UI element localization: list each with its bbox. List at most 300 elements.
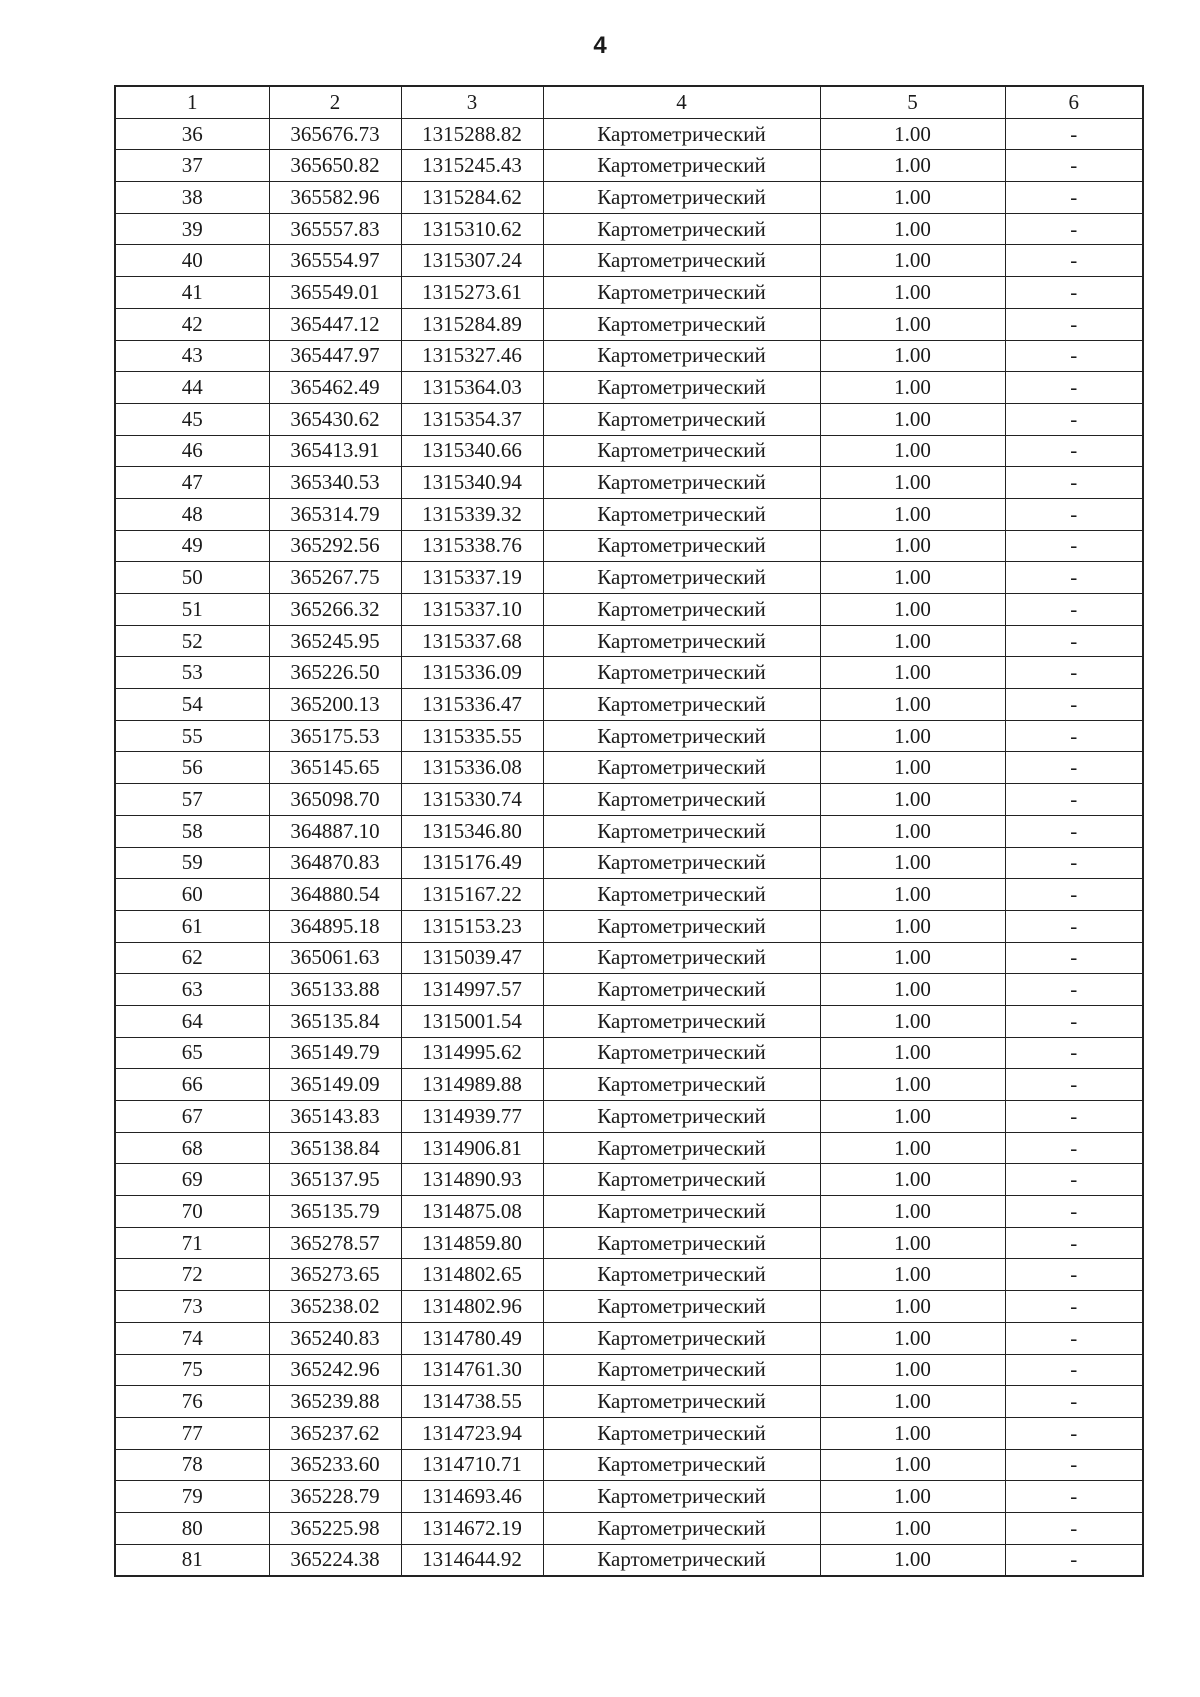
table-row [115,182,1143,214]
table-row [115,308,1143,340]
point-number-cell: 46 [115,435,269,467]
accuracy-cell: 1.00 [820,1101,1005,1133]
accuracy-cell: 1.00 [820,594,1005,626]
point-number-cell: 65 [115,1037,269,1069]
method-cell: Картометрический [543,530,820,562]
method-cell: Картометрический [543,1354,820,1386]
y-coordinate-cell: 1315001.54 [401,1005,543,1037]
point-number-cell: 60 [115,879,269,911]
method-cell: Картометрический [543,1259,820,1291]
point-number-cell: 64 [115,1005,269,1037]
method-cell: Картометрический [543,847,820,879]
column-header: 6 [1005,86,1143,118]
table-row [115,1544,1143,1576]
accuracy-cell: 1.00 [820,340,1005,372]
point-number-cell: 57 [115,784,269,816]
description-cell: - [1005,1481,1143,1513]
x-coordinate-cell: 365226.50 [269,657,401,689]
description-cell: - [1005,784,1143,816]
description-cell: - [1005,1386,1143,1418]
description-cell: - [1005,815,1143,847]
description-cell: - [1005,879,1143,911]
table-row [115,1196,1143,1228]
method-cell: Картометрический [543,182,820,214]
table-row [115,752,1143,784]
y-coordinate-cell: 1314906.81 [401,1132,543,1164]
point-number-cell: 36 [115,118,269,150]
description-cell: - [1005,150,1143,182]
method-cell: Картометрический [543,1101,820,1133]
accuracy-cell: 1.00 [820,1291,1005,1323]
x-coordinate-cell: 365582.96 [269,182,401,214]
y-coordinate-cell: 1315337.10 [401,594,543,626]
table-row [115,910,1143,942]
point-number-cell: 70 [115,1196,269,1228]
accuracy-cell: 1.00 [820,530,1005,562]
point-number-cell: 62 [115,942,269,974]
description-cell: - [1005,625,1143,657]
column-header: 3 [401,86,543,118]
point-number-cell: 58 [115,815,269,847]
description-cell: - [1005,1069,1143,1101]
table-row [115,277,1143,309]
method-cell: Картометрический [543,340,820,372]
description-cell: - [1005,277,1143,309]
y-coordinate-cell: 1314738.55 [401,1386,543,1418]
table-row [115,118,1143,150]
accuracy-cell: 1.00 [820,277,1005,309]
method-cell: Картометрический [543,1291,820,1323]
table-row [115,1164,1143,1196]
method-cell: Картометрический [543,403,820,435]
x-coordinate-cell: 365149.09 [269,1069,401,1101]
point-number-cell: 59 [115,847,269,879]
y-coordinate-cell: 1315346.80 [401,815,543,847]
method-cell: Картометрический [543,1417,820,1449]
y-coordinate-cell: 1314989.88 [401,1069,543,1101]
accuracy-cell: 1.00 [820,403,1005,435]
y-coordinate-cell: 1314644.92 [401,1544,543,1576]
table-row [115,530,1143,562]
accuracy-cell: 1.00 [820,372,1005,404]
table-row [115,372,1143,404]
point-number-cell: 51 [115,594,269,626]
x-coordinate-cell: 365557.83 [269,213,401,245]
x-coordinate-cell: 365135.79 [269,1196,401,1228]
accuracy-cell: 1.00 [820,182,1005,214]
method-cell: Картометрический [543,942,820,974]
accuracy-cell: 1.00 [820,245,1005,277]
method-cell: Картометрический [543,308,820,340]
point-number-cell: 49 [115,530,269,562]
x-coordinate-cell: 365143.83 [269,1101,401,1133]
x-coordinate-cell: 365237.62 [269,1417,401,1449]
method-cell: Картометрический [543,974,820,1006]
description-cell: - [1005,562,1143,594]
point-number-cell: 61 [115,910,269,942]
table-row [115,847,1143,879]
point-number-cell: 38 [115,182,269,214]
y-coordinate-cell: 1314802.65 [401,1259,543,1291]
x-coordinate-cell: 364895.18 [269,910,401,942]
point-number-cell: 75 [115,1354,269,1386]
x-coordinate-cell: 365135.84 [269,1005,401,1037]
description-cell: - [1005,1259,1143,1291]
method-cell: Картометрический [543,879,820,911]
accuracy-cell: 1.00 [820,1227,1005,1259]
table-row [115,562,1143,594]
description-cell: - [1005,1132,1143,1164]
description-cell: - [1005,498,1143,530]
column-header: 4 [543,86,820,118]
point-number-cell: 69 [115,1164,269,1196]
accuracy-cell: 1.00 [820,150,1005,182]
point-number-cell: 45 [115,403,269,435]
x-coordinate-cell: 365239.88 [269,1386,401,1418]
point-number-cell: 63 [115,974,269,1006]
accuracy-cell: 1.00 [820,1512,1005,1544]
method-cell: Картометрический [543,720,820,752]
x-coordinate-cell: 365266.32 [269,594,401,626]
point-number-cell: 77 [115,1417,269,1449]
method-cell: Картометрический [543,1322,820,1354]
x-coordinate-cell: 365242.96 [269,1354,401,1386]
point-number-cell: 71 [115,1227,269,1259]
point-number-cell: 54 [115,689,269,721]
point-number-cell: 81 [115,1544,269,1576]
x-coordinate-cell: 365238.02 [269,1291,401,1323]
table-row [115,340,1143,372]
table-row [115,1132,1143,1164]
y-coordinate-cell: 1315339.32 [401,498,543,530]
point-number-cell: 40 [115,245,269,277]
table-row [115,1354,1143,1386]
y-coordinate-cell: 1315337.19 [401,562,543,594]
accuracy-cell: 1.00 [820,879,1005,911]
table-row [115,1227,1143,1259]
y-coordinate-cell: 1315284.62 [401,182,543,214]
y-coordinate-cell: 1314939.77 [401,1101,543,1133]
y-coordinate-cell: 1315039.47 [401,942,543,974]
accuracy-cell: 1.00 [820,1449,1005,1481]
y-coordinate-cell: 1314672.19 [401,1512,543,1544]
description-cell: - [1005,1164,1143,1196]
accuracy-cell: 1.00 [820,1481,1005,1513]
x-coordinate-cell: 365413.91 [269,435,401,467]
y-coordinate-cell: 1315284.89 [401,308,543,340]
y-coordinate-cell: 1315354.37 [401,403,543,435]
x-coordinate-cell: 365145.65 [269,752,401,784]
y-coordinate-cell: 1315340.94 [401,467,543,499]
y-coordinate-cell: 1315336.08 [401,752,543,784]
description-cell: - [1005,1037,1143,1069]
table-row [115,1005,1143,1037]
y-coordinate-cell: 1315310.62 [401,213,543,245]
method-cell: Картометрический [543,1164,820,1196]
x-coordinate-cell: 365098.70 [269,784,401,816]
description-cell: - [1005,1544,1143,1576]
method-cell: Картометрический [543,689,820,721]
method-cell: Картометрический [543,1386,820,1418]
accuracy-cell: 1.00 [820,1544,1005,1576]
column-header: 5 [820,86,1005,118]
description-cell: - [1005,1512,1143,1544]
description-cell: - [1005,1417,1143,1449]
method-cell: Картометрический [543,498,820,530]
y-coordinate-cell: 1314802.96 [401,1291,543,1323]
accuracy-cell: 1.00 [820,1386,1005,1418]
y-coordinate-cell: 1315153.23 [401,910,543,942]
y-coordinate-cell: 1314890.93 [401,1164,543,1196]
y-coordinate-cell: 1315167.22 [401,879,543,911]
description-cell: - [1005,245,1143,277]
point-number-cell: 76 [115,1386,269,1418]
method-cell: Картометрический [543,625,820,657]
table-row [115,657,1143,689]
x-coordinate-cell: 365278.57 [269,1227,401,1259]
x-coordinate-cell: 365149.79 [269,1037,401,1069]
description-cell: - [1005,118,1143,150]
table-row [115,625,1143,657]
method-cell: Картометрический [543,815,820,847]
description-cell: - [1005,435,1143,467]
description-cell: - [1005,910,1143,942]
point-number-cell: 41 [115,277,269,309]
point-number-cell: 42 [115,308,269,340]
description-cell: - [1005,1196,1143,1228]
point-number-cell: 44 [115,372,269,404]
y-coordinate-cell: 1315337.68 [401,625,543,657]
x-coordinate-cell: 365224.38 [269,1544,401,1576]
y-coordinate-cell: 1314723.94 [401,1417,543,1449]
accuracy-cell: 1.00 [820,1164,1005,1196]
point-number-cell: 52 [115,625,269,657]
accuracy-cell: 1.00 [820,1417,1005,1449]
table-row [115,1259,1143,1291]
point-number-cell: 80 [115,1512,269,1544]
point-number-cell: 39 [115,213,269,245]
method-cell: Картометрический [543,752,820,784]
x-coordinate-cell: 365228.79 [269,1481,401,1513]
table-row [115,467,1143,499]
method-cell: Картометрический [543,277,820,309]
method-cell: Картометрический [543,1449,820,1481]
description-cell: - [1005,403,1143,435]
accuracy-cell: 1.00 [820,1005,1005,1037]
description-cell: - [1005,1005,1143,1037]
description-cell: - [1005,847,1143,879]
description-cell: - [1005,1101,1143,1133]
y-coordinate-cell: 1314997.57 [401,974,543,1006]
method-cell: Картометрический [543,245,820,277]
description-cell: - [1005,1354,1143,1386]
table-row [115,720,1143,752]
accuracy-cell: 1.00 [820,1069,1005,1101]
table-row [115,1386,1143,1418]
y-coordinate-cell: 1314875.08 [401,1196,543,1228]
accuracy-cell: 1.00 [820,657,1005,689]
table-body [115,118,1143,1576]
description-cell: - [1005,1291,1143,1323]
point-number-cell: 74 [115,1322,269,1354]
description-cell: - [1005,467,1143,499]
table-row [115,942,1143,974]
y-coordinate-cell: 1314995.62 [401,1037,543,1069]
x-coordinate-cell: 365650.82 [269,150,401,182]
table-row [115,815,1143,847]
point-number-cell: 53 [115,657,269,689]
accuracy-cell: 1.00 [820,974,1005,1006]
x-coordinate-cell: 365267.75 [269,562,401,594]
y-coordinate-cell: 1315330.74 [401,784,543,816]
table-row [115,784,1143,816]
point-number-cell: 37 [115,150,269,182]
method-cell: Картометрический [543,1544,820,1576]
x-coordinate-cell: 365273.65 [269,1259,401,1291]
method-cell: Картометрический [543,1037,820,1069]
x-coordinate-cell: 365292.56 [269,530,401,562]
table-row [115,689,1143,721]
accuracy-cell: 1.00 [820,625,1005,657]
accuracy-cell: 1.00 [820,847,1005,879]
y-coordinate-cell: 1315340.66 [401,435,543,467]
point-number-cell: 43 [115,340,269,372]
table-row [115,594,1143,626]
accuracy-cell: 1.00 [820,689,1005,721]
accuracy-cell: 1.00 [820,467,1005,499]
accuracy-cell: 1.00 [820,1132,1005,1164]
description-cell: - [1005,942,1143,974]
x-coordinate-cell: 365549.01 [269,277,401,309]
y-coordinate-cell: 1315335.55 [401,720,543,752]
point-number-cell: 48 [115,498,269,530]
x-coordinate-cell: 365245.95 [269,625,401,657]
method-cell: Картометрический [543,213,820,245]
method-cell: Картометрический [543,467,820,499]
accuracy-cell: 1.00 [820,498,1005,530]
method-cell: Картометрический [543,784,820,816]
y-coordinate-cell: 1315176.49 [401,847,543,879]
accuracy-cell: 1.00 [820,1354,1005,1386]
accuracy-cell: 1.00 [820,435,1005,467]
table-row [115,150,1143,182]
x-coordinate-cell: 365430.62 [269,403,401,435]
y-coordinate-cell: 1314761.30 [401,1354,543,1386]
method-cell: Картометрический [543,1481,820,1513]
accuracy-cell: 1.00 [820,1037,1005,1069]
method-cell: Картометрический [543,562,820,594]
table-row [115,498,1143,530]
method-cell: Картометрический [543,594,820,626]
point-number-cell: 55 [115,720,269,752]
method-cell: Картометрический [543,1512,820,1544]
y-coordinate-cell: 1315273.61 [401,277,543,309]
x-coordinate-cell: 365340.53 [269,467,401,499]
table-row [115,1037,1143,1069]
point-number-cell: 50 [115,562,269,594]
accuracy-cell: 1.00 [820,308,1005,340]
point-number-cell: 66 [115,1069,269,1101]
y-coordinate-cell: 1314859.80 [401,1227,543,1259]
accuracy-cell: 1.00 [820,1322,1005,1354]
accuracy-cell: 1.00 [820,784,1005,816]
table-row [115,435,1143,467]
description-cell: - [1005,752,1143,784]
x-coordinate-cell: 365133.88 [269,974,401,1006]
page-number: 4 [593,32,607,59]
x-coordinate-cell: 365137.95 [269,1164,401,1196]
description-cell: - [1005,689,1143,721]
table-row [115,1417,1143,1449]
method-cell: Картометрический [543,1069,820,1101]
method-cell: Картометрический [543,435,820,467]
description-cell: - [1005,657,1143,689]
table-row [115,403,1143,435]
y-coordinate-cell: 1314710.71 [401,1449,543,1481]
table-row [115,1069,1143,1101]
description-cell: - [1005,372,1143,404]
table-row [115,1449,1143,1481]
accuracy-cell: 1.00 [820,752,1005,784]
y-coordinate-cell: 1315307.24 [401,245,543,277]
point-number-cell: 56 [115,752,269,784]
x-coordinate-cell: 365175.53 [269,720,401,752]
x-coordinate-cell: 365061.63 [269,942,401,974]
x-coordinate-cell: 365447.12 [269,308,401,340]
y-coordinate-cell: 1314693.46 [401,1481,543,1513]
x-coordinate-cell: 365676.73 [269,118,401,150]
x-coordinate-cell: 365314.79 [269,498,401,530]
method-cell: Картометрический [543,372,820,404]
x-coordinate-cell: 365554.97 [269,245,401,277]
y-coordinate-cell: 1315338.76 [401,530,543,562]
description-cell: - [1005,182,1143,214]
x-coordinate-cell: 364870.83 [269,847,401,879]
table-row [115,213,1143,245]
point-number-cell: 67 [115,1101,269,1133]
method-cell: Картометрический [543,1005,820,1037]
table-row [115,974,1143,1006]
method-cell: Картометрический [543,1196,820,1228]
description-cell: - [1005,213,1143,245]
description-cell: - [1005,530,1143,562]
description-cell: - [1005,1322,1143,1354]
accuracy-cell: 1.00 [820,562,1005,594]
description-cell: - [1005,594,1143,626]
method-cell: Картометрический [543,1227,820,1259]
accuracy-cell: 1.00 [820,213,1005,245]
point-number-cell: 79 [115,1481,269,1513]
x-coordinate-cell: 365138.84 [269,1132,401,1164]
accuracy-cell: 1.00 [820,815,1005,847]
method-cell: Картометрический [543,657,820,689]
point-number-cell: 68 [115,1132,269,1164]
x-coordinate-cell: 364887.10 [269,815,401,847]
coordinates-table [114,85,1144,1577]
column-header: 1 [115,86,269,118]
x-coordinate-cell: 365200.13 [269,689,401,721]
table-row [115,879,1143,911]
x-coordinate-cell: 365233.60 [269,1449,401,1481]
method-cell: Картометрический [543,150,820,182]
method-cell: Картометрический [543,118,820,150]
method-cell: Картометрический [543,910,820,942]
table-row [115,1481,1143,1513]
description-cell: - [1005,974,1143,1006]
y-coordinate-cell: 1315288.82 [401,118,543,150]
description-cell: - [1005,1227,1143,1259]
method-cell: Картометрический [543,1132,820,1164]
